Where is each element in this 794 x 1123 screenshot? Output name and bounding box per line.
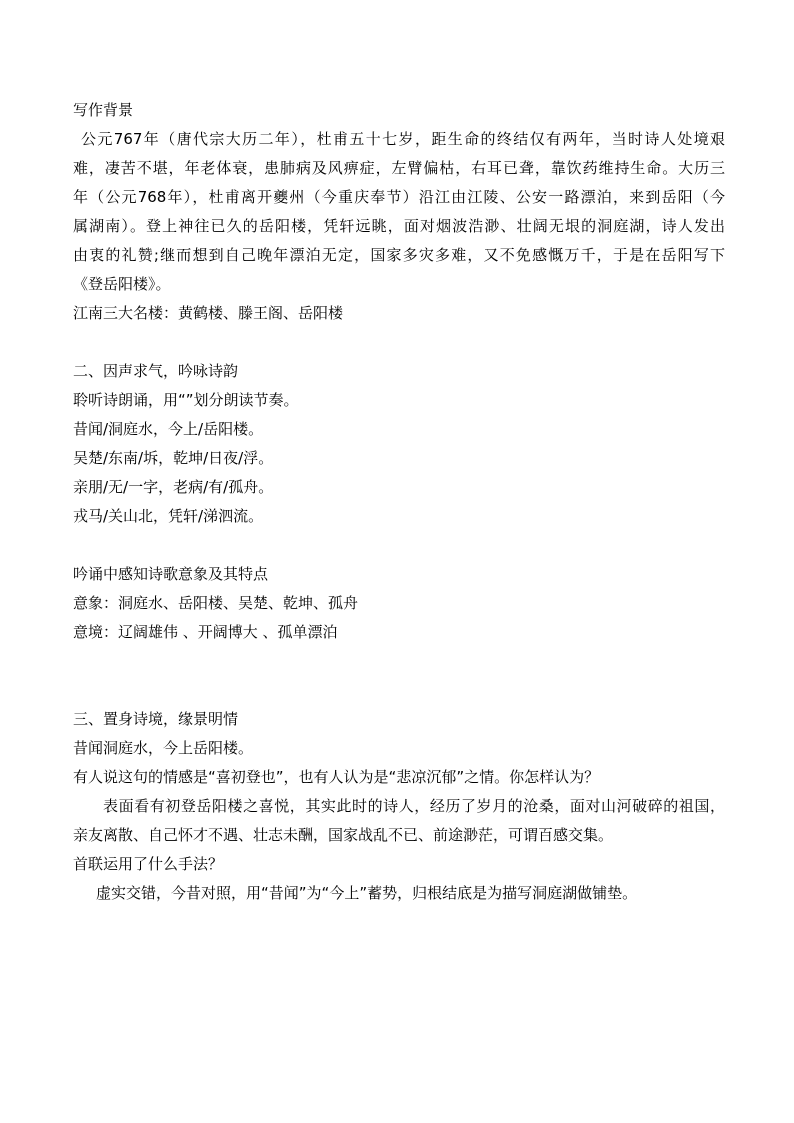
famous-towers-note: 江南三大名楼：黄鹤楼、滕王阁、岳阳楼 [73, 304, 344, 322]
imagery-heading: 吟诵中感知诗歌意象及其特点 [73, 565, 269, 583]
poem-line-4: 戎马/关山北，凭轩/涕泗流。 [73, 507, 264, 525]
background-line-5: 由衷的礼赞;继而想到自己晚年漂泊无定，国家多灾多难，又不免感慨万千，于是在岳阳写下 [73, 246, 725, 264]
section3-heading: 三、置身诗境，缘景明情 [73, 710, 239, 728]
poem-line-2: 吴楚/东南/坼，乾坤/日夜/浮。 [73, 449, 274, 467]
background-line-4: 属湖南）。登上神往已久的岳阳楼，凭轩远眺，面对烟波浩渺、壮阔无垠的洞庭湖，诗人发出 [73, 217, 725, 235]
section3-poem-line: 昔闻洞庭水，今上岳阳楼。 [73, 739, 254, 757]
mood-list: 意境：辽阔雄伟 、开阔博大 、孤单漂泊 [73, 623, 338, 641]
poem-line-1: 昔闻/洞庭水，今上/岳阳楼。 [73, 420, 264, 438]
section2-heading: 二、因声求气，吟咏诗韵 [73, 362, 239, 380]
question-2: 首联运用了什么手法？ [73, 855, 224, 873]
question-1: 有人说这句的情感是“喜初登也”，也有人认为是“悲凉沉郁”之情。你怎样认为？ [73, 768, 600, 786]
background-line-3: 年（公元768年），杜甫离开夔州（今重庆奉节）沿江由江陵、公安一路漂泊，来到岳阳（今 [73, 188, 725, 206]
spacer [73, 647, 725, 705]
poem-line-3: 亲朋/无/一字，老病/有/孤舟。 [73, 478, 274, 496]
answer-1-line-2: 亲友离散、自己怀才不遇、壮志未酬，国家战乱不已、前途渺茫，可谓百感交集。 [73, 826, 614, 844]
background-line-2: 难，凄苦不堪，年老体衰，患肺病及风痹症，左臂偏枯，右耳已聋，靠饮药维持生命。大历三 [73, 159, 725, 177]
imagery-list: 意象：洞庭水、岳阳楼、吴楚、乾坤、孤舟 [73, 594, 359, 612]
background-line-1: 公元767年（唐代宗大历二年），杜甫五十七岁，距生命的终结仅有两年，当时诗人处境艰 [81, 130, 725, 148]
document-page [73, 96, 725, 908]
spacer [73, 328, 725, 357]
background-line-6: 《登岳阳楼》。 [73, 275, 171, 293]
section2-instruction: 聆听诗朗诵，用“”划分朗读节奏。 [73, 391, 299, 409]
answer-2: 虚实交错，今昔对照，用“昔闻”为“今上”蓄势，归根结底是为描写洞庭湖做铺垫。 [96, 884, 638, 902]
background-heading: 写作背景 [73, 101, 134, 119]
spacer [73, 531, 725, 560]
answer-1-line-1: 表面看有初登岳阳楼之喜悦，其实此时的诗人，经历了岁月的沧桑，面对山河破碎的祖国， [103, 797, 725, 815]
